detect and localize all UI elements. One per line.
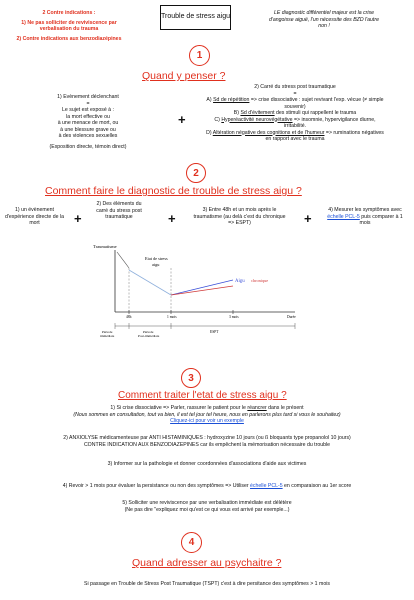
stress-timeline-chart [85, 240, 335, 360]
acute-stress-line [129, 270, 171, 295]
label-trauma: Traumatisme [93, 244, 117, 249]
label-chronique: chronique [251, 278, 269, 283]
ptsd-eq: = [293, 90, 297, 97]
section-1-number: 1 [189, 45, 210, 66]
tick-label-3mois: 3 mois [229, 315, 239, 319]
section-4-heading: Quand adresser au psychaitre ? [132, 557, 282, 569]
treatment-1: 1) Si crise dissociative => Parler, rassurer le patient pour le réancrer dans le présent (Nous sommes en consultation, tout va bien, il est tel jour tel heure, nous en parlerons plus tard si vous le souhaitez) Cliquez-ici pour voir un exemple [30, 405, 384, 425]
section-1-heading: Quand y penser ? [142, 70, 226, 82]
trigger-line: Le sujet est exposé à : [62, 107, 114, 113]
trauma-line [117, 252, 129, 268]
contra-indications [14, 10, 124, 42]
tick-label-1mois: 1 mois [167, 315, 177, 319]
differential-note: LE diagnostic différentiel majeur est la crise d'angoisse aiguë, l'un nécessite des BZD l'autre non ! [269, 10, 379, 29]
plus-sign: + [304, 211, 312, 226]
period-immediate-1: Période [102, 330, 113, 334]
plus-sign: + [168, 211, 176, 226]
trigger-line: la mort effective ou [66, 113, 110, 120]
document-title: Trouble de stress aigu [160, 5, 231, 30]
ptsd-title: 2) Carré du stress post traumatique [254, 84, 336, 90]
tick-label-duree: Durée [287, 315, 296, 319]
contra-item-1: 1) Ne pas solliciter de reviviscence par verbalisation du trauma [21, 19, 117, 32]
section-2-number: 2 [186, 163, 206, 183]
trigger-line: à une menace de mort, ou [57, 120, 119, 126]
diag-step-4: 4) Mesurer les symptômes avec échelle PCL-5 puis comparer à 1 mois [327, 207, 403, 226]
diag-step-3: 3) Entre 48h et un mois après le traumatisme (au delà c'est du chronique => ESPT) [193, 207, 286, 226]
ptsd-item-d: D) Altération négative des cognitions et de l'humeur => ruminations négatives en rapport avec le trauma [206, 129, 384, 142]
treatment-2: 2) ANXIOLYSE médicamenteuse par ANTI HISTAMINIQUES : hydroxyzine 10 jours (ou ß bloquants type propanolol 10 jours) CONTRE INDICATION AUX BENZODIAZEPINES car ils empêchent la mémorisation nécessaire du trouble [63, 435, 351, 448]
section-3-number: 3 [181, 368, 201, 388]
tick-label-48h: 48h [126, 315, 132, 319]
treatment-5: 5) Solliciter une reviviscence par une verbalisation immédiate est délétère (Ne pas dire "expliquez moi qu'est ce qui vous est arrivé par exemple...) [122, 500, 292, 513]
section-4-number: 4 [181, 532, 202, 553]
trigger-event [38, 94, 138, 150]
ptsd-item-c: C) Hyperéactivité neurovégétative => insomnie, hypervigilance diurne, irritabilité. [214, 116, 376, 129]
ptsd-square [203, 84, 387, 143]
period-espt: ESPT [210, 330, 219, 334]
treatment-4: 4) Revoir > 1 mois pour évaluer la persistance ou non des symptômes => Utiliser échelle PCL-5 en comparaison au 1er score [62, 483, 352, 489]
example-link[interactable]: Cliquez-ici pour voir un exemple [170, 418, 244, 424]
trigger-eq: = [86, 100, 90, 107]
ptsd-item-a: A) Sd de répétition => crise dissociative : sujet revivant l'exp. vécue (≠ simple souvenir) [206, 97, 384, 110]
referral-criteria: Si passage en Trouble de Stress Post Traumatique (TSPT) c'est à dire persitance des symptômes > 1 mois [84, 581, 330, 587]
period-immediate-2: immédiate [100, 334, 115, 338]
ptsd-item-b: B) Sd d'évitement des stimuli qui rappellent le trauma [233, 110, 357, 116]
trigger-title: 1) Evènement déclenchant [57, 94, 119, 100]
trigger-line: à une blessure grave ou [60, 126, 116, 133]
diag-step-1: 1) un évènement d'expérience directe de la mort [5, 207, 64, 226]
period-post-1: Période [143, 330, 154, 334]
reassure-example: (Nous sommes en consultation, tout va bien, il est tel jour tel heure, nous en parlerons plus tard si vous le souhaitez) [73, 411, 341, 418]
plus-sign: + [74, 211, 82, 226]
pcl5-link[interactable]: échelle PCL-5 [250, 483, 283, 489]
section-2-heading: Comment faire le diagnostic de trouble de stress aigu ? [45, 185, 302, 197]
treatment-3: 3) Informer sur la pathologie et donner coordonnées d'associations d'aide aux victimes [107, 461, 307, 467]
label-stress-1: Etat de stress [145, 256, 168, 261]
section-3-heading: Comment traiter l'etat de stress aigu ? [118, 390, 287, 401]
trigger-note: (Exposition directe, témoin direct) [49, 143, 127, 150]
contra-title: 2 Contre indications : [42, 10, 96, 16]
diag-step-2: 2) Des éléments du carré du stress post traumatique [96, 201, 142, 220]
label-aigu: Aigu [235, 279, 245, 284]
label-stress-2: aigu [152, 262, 160, 267]
trigger-line: à des violences sexuelles [58, 133, 118, 139]
plus-sign: + [178, 112, 186, 127]
pcl5-link[interactable]: échelle PCL-5 [327, 213, 360, 220]
period-post-2: Post-immédiate [138, 334, 160, 338]
contra-item-2: 2) Contre indications aux benzodiazépines [16, 35, 122, 42]
